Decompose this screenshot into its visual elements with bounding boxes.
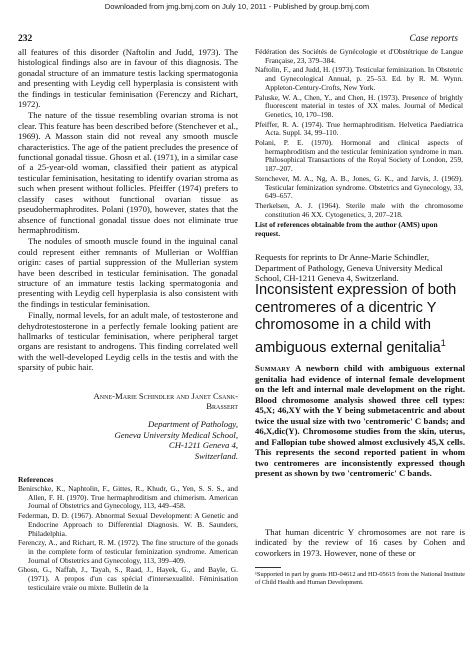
abstract-lead: Summary (255, 363, 291, 373)
affiliation-line: Geneva University Medical School, (114, 429, 238, 440)
reference-item: Federman, D. D. (1967). Abnormal Sexual Development: A Genetic and Endocrine Approach to Differential Diagnosis. W. B. Saunders, Philadelphia. (18, 511, 238, 538)
running-head: Case reports (409, 34, 458, 44)
download-banner: Downloaded from jmg.bmj.com on July 10, 2011 - Published by group.bmj.com (104, 2, 370, 11)
reference-item: Stenchever, M. A., Ng, A. B., Jones, G. K., and Jarvis, J. (1969). Testicular feminization syndrome. Obstetrics and Gynecology, 33, 649–657. (255, 173, 463, 201)
body-paragraph: The nodules of smooth muscle found in the inguinal canal could represent either remnants of Mullerian or Wolffian origin: cases of partial suppression of the Mullerian system have been described in testicular feminisation. The gonadal structure of an immature testis lacking spermatogonia and presenting with Leydig cell hyperplasia is also consistent with the findings in testicular feminisation. (18, 236, 238, 309)
reference-item: Therkelsen, A. J. (1964). Sterile male with the chromosome constitution 46 XX. Cytogenetics, 3, 207–218. (255, 200, 463, 219)
author-signature (18, 391, 238, 461)
reference-item: Pfeiffer, R. A. (1974). True hermaphroditism. Helvetica Paediatrica Acta. Suppl. 34, 99–110. (255, 119, 463, 138)
reference-item: Benirschke, K., Naphtolin, F., Gittes, R., Khudr, G., Yen, S. S. S., and Allen, F. H. (1970). True hermaphroditism and chimerism. American Journal of Obstetrics and Gynecology, 113, 449–458. (18, 484, 238, 511)
article-title-text: Inconsistent expression of both centromeres of a dicentric Y chromosome in a child with ambiguous external genitalia (255, 282, 457, 356)
reference-item: Ferenczy, A., and Richart, R. M. (1972). The fine structure of the gonads in the complete form of testicular feminization syndrome. American Journal of Obstetrics and Gynecology, 113, 399–409. (18, 538, 238, 565)
affiliation-line: Switzerland. (194, 450, 238, 461)
reprint-request: Requests for reprints to Dr Anne-Marie Schindler, Department of Pathology, Geneva University Medical School, CH-1211 Geneva 4, Switzerland. (255, 252, 443, 284)
affiliation-line: Department of Pathology, (147, 419, 238, 430)
reference-item: Naftolin, F., and Judd, H. (1973). Testicular feminization. In Obstetric and Gynecological Annual, p. 25–53. Ed. by R. M. Wynn. Appleton-Century-Crofts, New York. (255, 65, 463, 92)
left-column (18, 47, 238, 592)
references-heading: References (18, 475, 54, 485)
footnote-rule (255, 567, 281, 568)
reference-item: Paluske, W. A., Chen, Y., and Chen, H. (1973). Presence of brightly fluorescent material in testes of XX males. Journal of Medical Genetics, 10, 170–198. (255, 92, 463, 119)
author-names: Anne-Marie Schindler and Janet Csank-Brassert (93, 390, 238, 411)
article-intro-paragraph: That human dicentric Y chromosomes are not rare is indicated by the review of 16 cases by Cohen and coworkers in 1973. However, none of these or (255, 527, 465, 558)
reference-item: Ghosn, G., Naffah, J., Tayah, S., Raad, J., Hayek, G., and Bayle, G. (1971). A propos d'un cas spécial d'intersexualité. Féminisation testiculaire vraie ou mixte. Bulletin de la (18, 565, 238, 592)
title-footnote-marker: 1 (440, 337, 446, 348)
right-column-references (255, 47, 463, 284)
body-paragraph: all features of this disorder (Naftolin and Judd, 1973). The histological findings also are in favour of this diagnosis. The gonadal structure of an immature testis lacking spermatogonia and presenting with Leydig cell hyperplasia is consistent with the findings in testicular feminisation (Ferenczy and Richart, 1972). (18, 47, 238, 110)
article-title (255, 282, 465, 357)
affiliation-line: CH-1211 Geneva 4, (168, 440, 238, 451)
article-footnote: ¹Supported in part by grants HD-04612 and HD-05615 from the National Institute of Child Health and Human Development. (255, 571, 465, 586)
reference-item: Fédération des Sociétés de Gynécologie et d'Obstétrique de Langue Française, 23, 379–384. (255, 47, 463, 65)
abstract-text: A newborn child with ambiguous external genitalia had evidence of internal female development on the left and internal male development on the right. Blood chromosome analysis showed three cell types: 45,X; 46,XY with the Y being submetacentric and about twice the usual size with two 'centromeric' C bands; and 46,X,dic(Y). Chromosome studies from the skin, uterus, and Fallopian tube showed almost exclusively 45,X cells. This represents the second reported patient in whom two centromeres are inconsistently expressed though present as shown by two 'centromeric' C bands. (255, 363, 465, 478)
body-paragraph: The nature of the tissue resembling ovarian stroma is not clear. This feature has been described before (Stenchever et al., 1969). A Masson stain did not reveal any smooth muscle characteristics. The age of the patient precludes the presence of functional gonadal tissue. Ghosn et al. (1971), in a similar case of a 25-year-old woman, classified their patient as atypical testicular feminisation, hesitating to identify ovarian stroma as such when present without follicles. Pfeiffer (1974) prefers to classify cases without functional ovarian tissue as pseudohermaphrodites. Polani (1970), however, states that the absence of functional gonadal tissue does not eliminate true hermaphroditism. (18, 110, 238, 235)
page-number: 232 (18, 34, 33, 44)
article-abstract (255, 363, 465, 479)
body-paragraph: Finally, normal levels, for an adult male, of testosterone and dehydrotestosterone in a perfectly female looking patient are hallmarks of testicular feminisation, where peripheral target organs are resistant to androgens. This finding correlated well with the well-developed Leydig cells in the testis and with the sparsity of pubic hair. (18, 310, 238, 373)
reference-item: Polani, P. E. (1970). Hormonal and clinical aspects of hermaphroditism and the testicular feminization syndrome in man. Philosophical Transactions of the Royal Society of London, 259, 187–207. (255, 138, 463, 174)
references-list-note: List of references obtainable from the author (AMS) upon request. (255, 220, 438, 239)
